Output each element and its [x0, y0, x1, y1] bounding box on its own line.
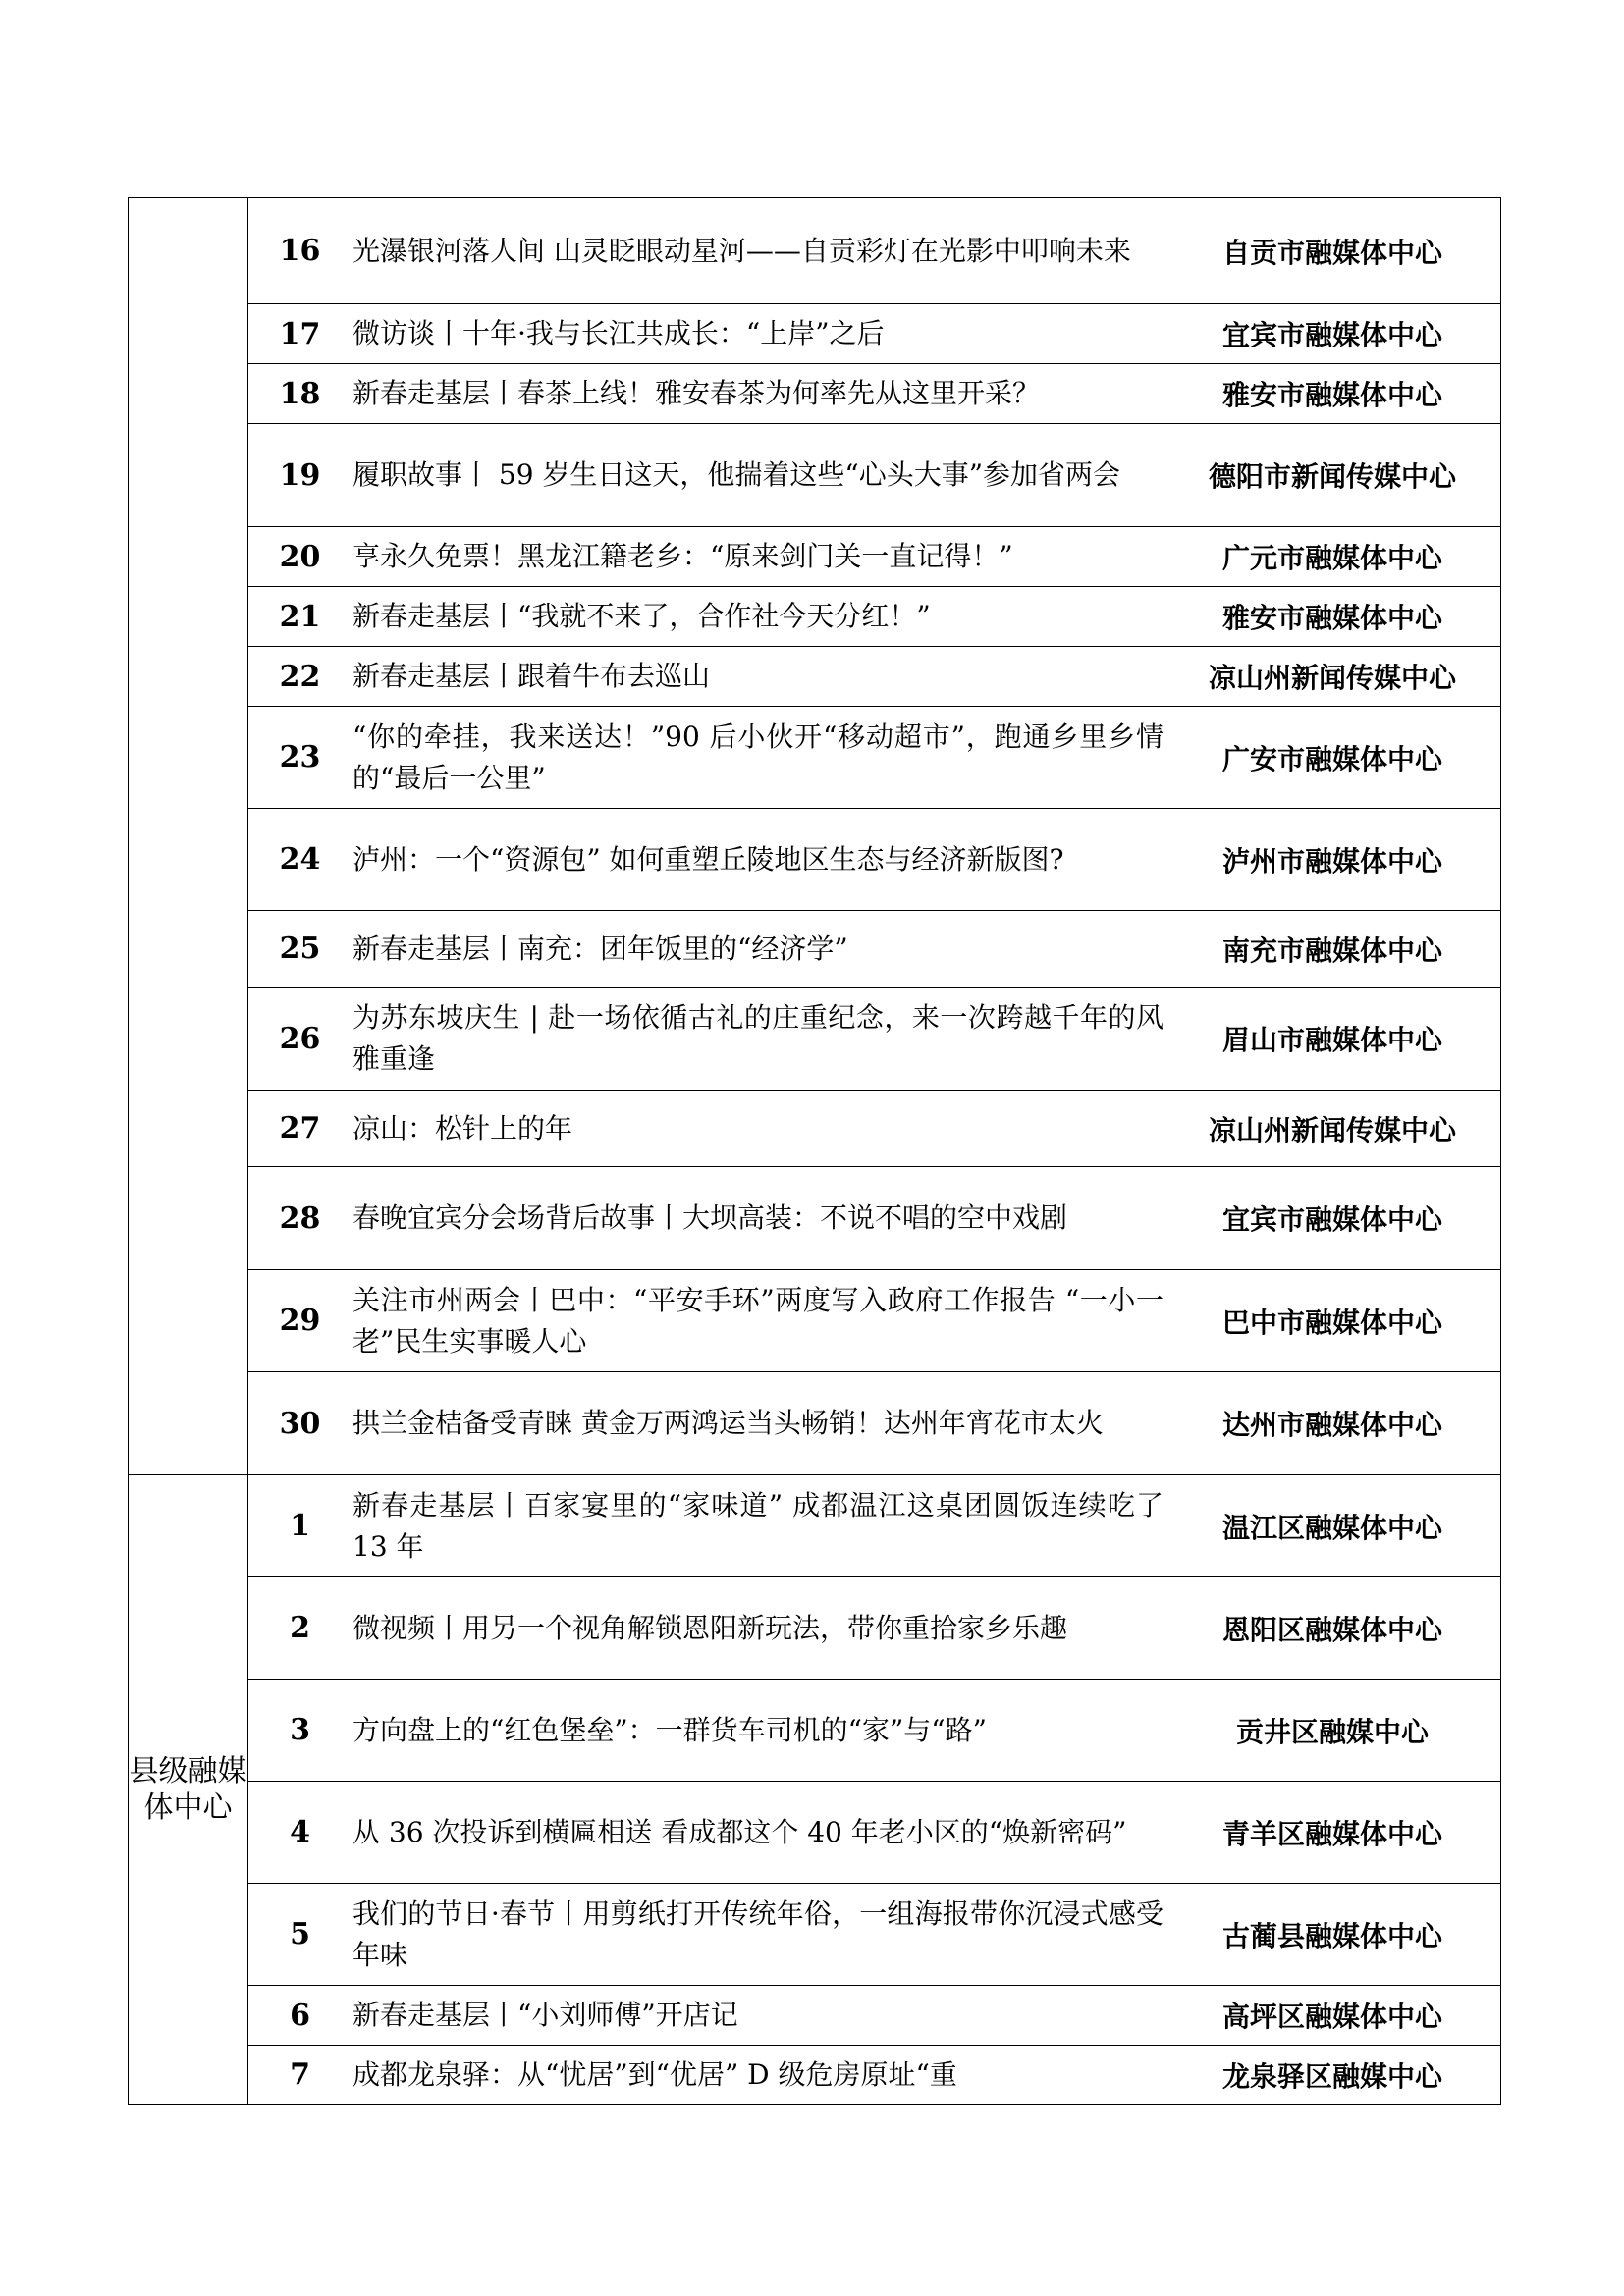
- table-row: [129, 988, 1501, 1091]
- work-title: 微视频丨用另一个视角解锁恩阳新玩法，带你重拾家乡乐趣: [352, 1577, 1164, 1680]
- table-row: [129, 587, 1501, 647]
- table-row: [129, 364, 1501, 424]
- table-row: [129, 304, 1501, 364]
- work-title: 光瀑银河落人间 山灵眨眼动星河——自贡彩灯在光影中叩响未来: [352, 198, 1164, 304]
- submitting-unit: 泸州市融媒体中心: [1164, 809, 1501, 911]
- work-title: 凉山：松针上的年: [352, 1091, 1164, 1167]
- table-row: [129, 1986, 1501, 2046]
- row-number: 4: [248, 1782, 352, 1884]
- table-row: [129, 1680, 1501, 1782]
- work-title: “你的牵挂，我来送达！”90 后小伙开“移动超市”，跑通乡里乡情的“最后一公里”: [352, 707, 1164, 809]
- table-row: [129, 424, 1501, 527]
- table-row: [129, 2046, 1501, 2105]
- submitting-unit: 广安市融媒体中心: [1164, 707, 1501, 809]
- row-number: 20: [248, 527, 352, 587]
- row-number: 17: [248, 304, 352, 364]
- table-row: [129, 1577, 1501, 1680]
- row-number: 26: [248, 988, 352, 1091]
- submitting-unit: 巴中市融媒体中心: [1164, 1270, 1501, 1372]
- work-title: 新春走基层丨“我就不来了，合作社今天分红！”: [352, 587, 1164, 647]
- row-number: 5: [248, 1884, 352, 1986]
- work-title: 为苏东坡庆生 | 赴一场依循古礼的庄重纪念，来一次跨越千年的风雅重逢: [352, 988, 1164, 1091]
- work-title: 新春走基层丨百家宴里的“家味道” 成都温江这桌团圆饭连续吃了 13 年: [352, 1475, 1164, 1577]
- submitting-unit: 恩阳区融媒体中心: [1164, 1577, 1501, 1680]
- row-number: 1: [248, 1475, 352, 1577]
- row-number: 16: [248, 198, 352, 304]
- work-title: 微访谈丨十年·我与长江共成长：“上岸”之后: [352, 304, 1164, 364]
- table-row: [129, 527, 1501, 587]
- submitting-unit: 龙泉驿区融媒中心: [1164, 2046, 1501, 2105]
- work-title: 泸州：一个“资源包” 如何重塑丘陵地区生态与经济新版图?: [352, 809, 1164, 911]
- work-title: 春晚宜宾分会场背后故事丨大坝高装：不说不唱的空中戏剧: [352, 1167, 1164, 1270]
- row-number: 3: [248, 1680, 352, 1782]
- submitting-unit: 雅安市融媒体中心: [1164, 364, 1501, 424]
- submitting-unit: 德阳市新闻传媒中心: [1164, 424, 1501, 527]
- table-row: [129, 1475, 1501, 1577]
- row-number: 22: [248, 647, 352, 707]
- submitting-unit: 青羊区融媒体中心: [1164, 1782, 1501, 1884]
- table-row: [129, 707, 1501, 809]
- table-row: [129, 1270, 1501, 1372]
- submitting-unit: 南充市融媒体中心: [1164, 911, 1501, 988]
- submitting-unit: 宜宾市融媒体中心: [1164, 304, 1501, 364]
- work-title: 方向盘上的“红色堡垒”：一群货车司机的“家”与“路”: [352, 1680, 1164, 1782]
- work-title: 拱兰金桔备受青睐 黄金万两鸿运当头畅销！达州年宵花市太火: [352, 1372, 1164, 1475]
- submitting-unit: 高坪区融媒体中心: [1164, 1986, 1501, 2046]
- work-title: 履职故事丨 59 岁生日这天，他揣着这些“心头大事”参加省两会: [352, 424, 1164, 527]
- table-row: [129, 1372, 1501, 1475]
- row-number: 7: [248, 2046, 352, 2105]
- row-number: 24: [248, 809, 352, 911]
- table-row: [129, 198, 1501, 304]
- submitting-unit: 凉山州新闻传媒中心: [1164, 647, 1501, 707]
- table-row: [129, 1782, 1501, 1884]
- submitting-unit: 古蔺县融媒体中心: [1164, 1884, 1501, 1986]
- category-cell-prev: [129, 198, 248, 1475]
- work-title: 新春走基层丨“小刘师傅”开店记: [352, 1986, 1164, 2046]
- table-row: [129, 1091, 1501, 1167]
- awards-table: [128, 197, 1501, 2105]
- submitting-unit: 自贡市融媒体中心: [1164, 198, 1501, 304]
- row-number: 21: [248, 587, 352, 647]
- table-row: [129, 1884, 1501, 1986]
- submitting-unit: 温江区融媒体中心: [1164, 1475, 1501, 1577]
- work-title: 新春走基层丨春茶上线！雅安春茶为何率先从这里开采？: [352, 364, 1164, 424]
- row-number: 18: [248, 364, 352, 424]
- submitting-unit: 宜宾市融媒体中心: [1164, 1167, 1501, 1270]
- work-title: 成都龙泉驿：从“忧居”到“优居” D 级危房原址“重: [352, 2046, 1164, 2105]
- row-number: 30: [248, 1372, 352, 1475]
- submitting-unit: 广元市融媒体中心: [1164, 527, 1501, 587]
- row-number: 23: [248, 707, 352, 809]
- row-number: 6: [248, 1986, 352, 2046]
- table-row: [129, 809, 1501, 911]
- row-number: 19: [248, 424, 352, 527]
- submitting-unit: 达州市融媒体中心: [1164, 1372, 1501, 1475]
- submitting-unit: 雅安市融媒体中心: [1164, 587, 1501, 647]
- table-row: [129, 647, 1501, 707]
- work-title: 从 36 次投诉到横匾相送 看成都这个 40 年老小区的“焕新密码”: [352, 1782, 1164, 1884]
- row-number: 25: [248, 911, 352, 988]
- work-title: 新春走基层丨南充：团年饭里的“经济学”: [352, 911, 1164, 988]
- submitting-unit: 眉山市融媒体中心: [1164, 988, 1501, 1091]
- table-row: [129, 1167, 1501, 1270]
- table-row: [129, 911, 1501, 988]
- row-number: 27: [248, 1091, 352, 1167]
- submitting-unit: 贡井区融媒中心: [1164, 1680, 1501, 1782]
- submitting-unit: 凉山州新闻传媒中心: [1164, 1091, 1501, 1167]
- work-title: 我们的节日·春节丨用剪纸打开传统年俗，一组海报带你沉浸式感受年味: [352, 1884, 1164, 1986]
- row-number: 28: [248, 1167, 352, 1270]
- work-title: 关注市州两会丨巴中：“平安手环”两度写入政府工作报告 “一小一老”民生实事暖人心: [352, 1270, 1164, 1372]
- work-title: 新春走基层丨跟着牛布去巡山: [352, 647, 1164, 707]
- row-number: 29: [248, 1270, 352, 1372]
- row-number: 2: [248, 1577, 352, 1680]
- work-title: 享永久免票！黑龙江籍老乡：“原来剑门关一直记得！”: [352, 527, 1164, 587]
- category-cell: 县级融媒体中心: [129, 1475, 248, 2105]
